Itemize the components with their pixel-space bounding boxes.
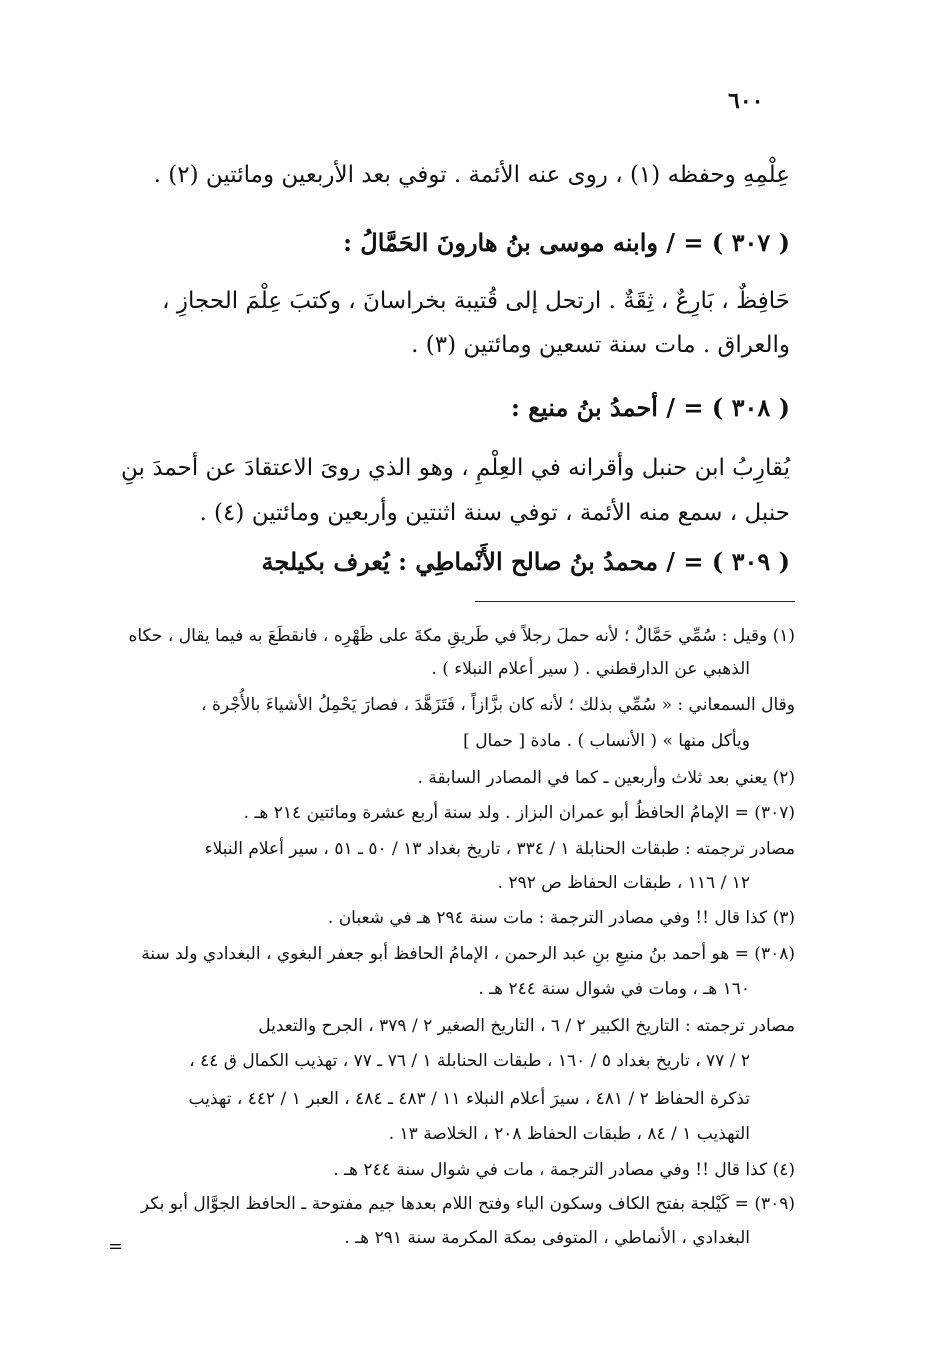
entry-heading-309: ( ٣٠٩ ) = / محمدُ بنُ صالح الأَنْماطِي : يُعرف بكيلجة <box>261 547 790 576</box>
main-line-1: عِلْمِهِ وحفظه (١) ، روى عنه الأئمة . توفي بعد الأربعين ومائتين (٢) . <box>153 162 790 188</box>
footnote-line: مصادر ترجمته : التاريخ الكبير ٢ / ٦ ، التاريخ الصغير ٢ / ٣٧٩ ، الجرح والتعديل <box>258 1016 795 1036</box>
main-line-5: حنبل ، سمع منه الأئمة ، توفي سنة اثنتين وأربعين ومائتين (٤) . <box>199 500 790 526</box>
footnote-line: (١) وقيل : سُمِّي حَمَّالٌ ؛ لأنه حملَ رجلاً في طَريقِ مكةَ على ظَهْرِه ، فانقطَعَ به فيما يقال ، حكاه <box>128 626 795 646</box>
footnote-line: الذهبي عن الدارقطني . ( سير أعلام النبلاء ) . <box>431 659 750 679</box>
footnote-line: مصادر ترجمته : طبقات الحنابلة ١ / ٣٣٤ ، تاريخ بغداد ١٣ / ٥٠ ـ ٥١ ، سير أعلام النبلاء <box>204 839 795 859</box>
footnote-separator <box>475 601 795 602</box>
footnote-line: (٤) كذا قال !! وفي مصادر الترجمة ، مات في شوال سنة ٢٤٤ هـ . <box>333 1160 795 1180</box>
footnote-line: ١٢ / ١١٦ ، طبقات الحفاظ ص ٢٩٢ . <box>497 873 750 893</box>
footnote-line: البغدادي ، الأنماطي ، المتوفى بمكة المكرمة سنة ٢٩١ هـ . <box>344 1228 750 1248</box>
footnote-line: (٣٠٨) = هو أحمد بنُ منيعِ بنِ عبد الرحمن ، الإمامُ الحافظ أبو جعفر البغوي ، البغدادي ولد سنة <box>141 944 795 964</box>
entry-heading-307: ( ٣٠٧ ) = / وابنه موسى بنُ هارونَ الحَمَّالُ : <box>343 228 790 257</box>
footnote-line: وقال السمعاني : « سُمِّي بذلك ؛ لأنه كان بزَّازاً ، فَتَزَهَّدَ ، فصارَ يَحْمِلُ الأشياءَ بالأُجْرة ، <box>201 695 795 715</box>
continuation-mark: = <box>108 1236 124 1257</box>
page-number: ٦٠٠ <box>728 88 764 114</box>
footnote-line: (٣) كذا قال !! وفي مصادر الترجمة : مات سنة ٢٩٤ هـ في شعبان . <box>327 908 795 928</box>
footnote-line: (٣٠٧) = الإمامُ الحافظُ أبو عمران البزاز . ولد سنة أربع عشرة ومائتين ٢١٤ هـ . <box>243 803 795 823</box>
main-line-3: والعراق . مات سنة تسعين ومائتين (٣) . <box>411 332 790 358</box>
footnote-line: ٢ / ٧٧ ، تاريخ بغداد ٥ / ١٦٠ ، طبقات الحنابلة ١ / ٧٦ ـ ٧٧ ، تهذيب الكمال ق ٤٤ ، <box>189 1051 750 1071</box>
footnote-line: (٣٠٩) = كَيْلجة بفتح الكاف وسكون الياء وفتح اللام بعدها جيم مفتوحة ـ الحافظ الجوَّال أبو بكر <box>140 1194 795 1214</box>
main-line-4: يُقارِبُ ابن حنبل وأقرانه في العِلْمِ ، وهو الذي روىَ الاعتقادَ عن أحمدَ بنِ <box>121 455 790 481</box>
entry-heading-308: ( ٣٠٨ ) = / أحمدُ بنُ منيع : <box>510 393 790 422</box>
footnote-line: التهذيب ١ / ٨٤ ، طبقات الحفاظ ٢٠٨ ، الخلاصة ١٣ . <box>388 1124 750 1144</box>
footnote-line: (٢) يعني بعد ثلاث وأربعين ـ كما في المصادر السابقة . <box>417 768 795 788</box>
main-line-2: حَافِظٌ ، بَارِعٌ ، ثِقَةٌ . ارتحل إلى قُتيبة بخراسانَ ، وكتبَ عِلْمَ الحجازِ ، <box>162 288 790 314</box>
footnote-line: ويأكل منها » ( الأنساب ) . مادة [ حمال ] <box>463 731 750 751</box>
footnote-line: تذكرة الحفاظ ٢ / ٤٨١ ، سيرَ أعلام النبلاء ١١ / ٤٨٣ ـ ٤٨٤ ، العبر ١ / ٤٤٢ ، تهذيب <box>188 1089 750 1109</box>
footnote-line: ١٦٠ هـ ، ومات في شوال سنة ٢٤٤ هـ . <box>478 979 750 999</box>
